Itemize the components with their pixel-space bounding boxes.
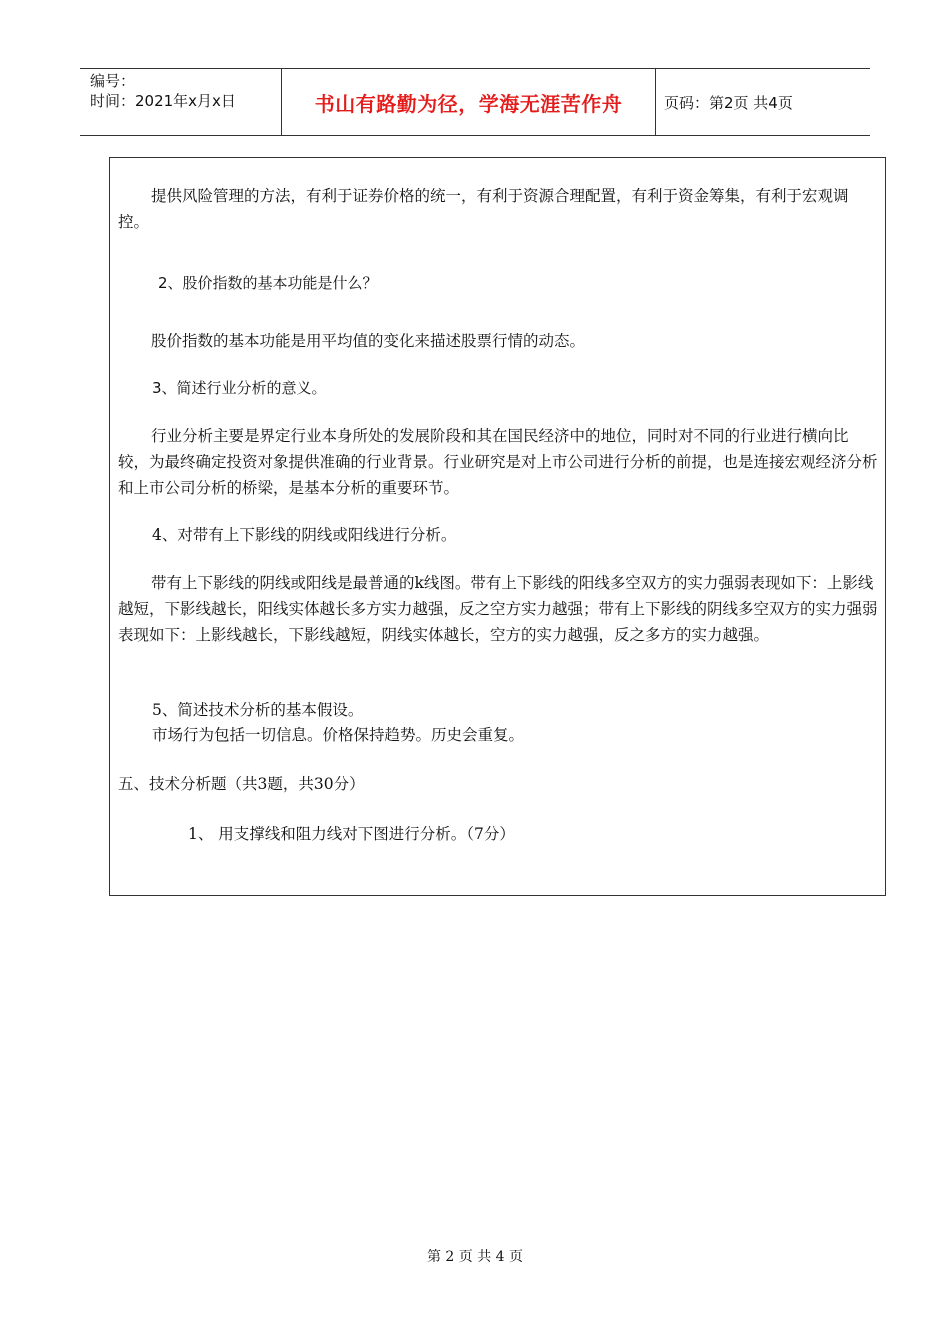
question-3: 3、简述行业分析的意义。 bbox=[152, 379, 327, 397]
section-5-heading: 五、技术分析题（共3题，共30分） bbox=[118, 775, 365, 793]
answer-1-continued: 提供风险管理的方法，有利于证券价格的统一，有利于资源合理配置，有利于资金筹集，有利于宏观调控。 bbox=[118, 187, 849, 231]
section-5-question-1: 1、 用支撑线和阻力线对下图进行分析。（7分） bbox=[188, 825, 515, 843]
document-number-label: 编号： bbox=[90, 72, 136, 90]
answer-2: 股价指数的基本功能是用平均值的变化来描述股票行情的动态。 bbox=[151, 332, 586, 350]
header-meta bbox=[80, 69, 282, 135]
question-2: 2、股价指数的基本功能是什么？ bbox=[158, 274, 378, 292]
answer-4: 带有上下影线的阴线或阳线是最普通的k线图。带有上下影线的阳线多空双方的实力强弱表现如下：上影线越短，下影线越长，阳线实体越长多方实力越强，反之空方实力越强；带有上下影线的阴线多空双方的实力强弱表现如下：上影线越长，下影线越短，阴线实体越长，空方的实力越强，反之多方的实力越强。 bbox=[118, 574, 878, 644]
question-4: 4、对带有上下影线的阴线或阳线进行分析。 bbox=[152, 526, 457, 544]
header-motto: 书山有路勤为径，学海无涯苦作舟 bbox=[282, 69, 656, 135]
page-footer: 第 2 页 共 4 页 bbox=[426, 1249, 524, 1265]
question-5: 5、简述技术分析的基本假设。 bbox=[152, 701, 364, 719]
header-page-number: 页码：第2页 共4页 bbox=[664, 93, 793, 112]
document-time-label: 时间：2021年x月x日 bbox=[90, 92, 236, 110]
answer-5: 市场行为包括一切信息。价格保持趋势。历史会重复。 bbox=[152, 726, 525, 744]
answer-3: 行业分析主要是界定行业本身所处的发展阶段和其在国民经济中的地位，同时对不同的行业进行横向比较，为最终确定投资对象提供准确的行业背景。行业研究是对上市公司进行分析的前提，也是连接宏观经济分析和上市公司分析的桥梁，是基本分析的重要环节。 bbox=[118, 427, 878, 497]
page-header bbox=[80, 68, 870, 136]
